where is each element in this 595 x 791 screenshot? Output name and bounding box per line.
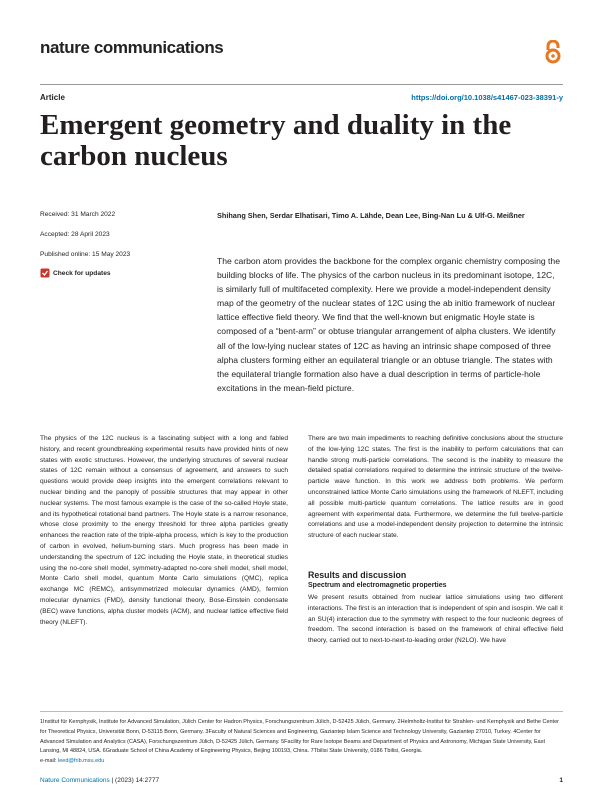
doi-link[interactable]: https://doi.org/10.1038/s41467-023-38391-y <box>411 93 563 102</box>
email-label: e-mail: <box>40 758 59 765</box>
check-updates-label: Check for updates <box>53 269 111 277</box>
open-access-icon <box>542 40 564 64</box>
check-updates-icon <box>40 268 50 278</box>
header-rule <box>40 84 563 85</box>
page-number: 1 <box>559 777 563 784</box>
email-link[interactable]: leed@frib.msu.edu <box>58 758 105 765</box>
received-date: Received: 31 March 2022 <box>40 211 116 218</box>
subsection-heading: Spectrum and electromagnetic properties <box>308 582 447 589</box>
affiliations: 1Institut für Kernphysik, Institute for Advanced Simulation, Jülich Center for Hadron Physics, Forschungszentrum Jülich, D-52425 Jülich, Germany. 2Helmholtz-Institut für Strahlen- und Kernphysik and Bethe Center for Theoretical Physics, Universität Bonn, D-53115 Bonn, Germany. 3Faculty of Natural Sciences and Engineering, Gaziantep Islam Science and Technology University, Gaziantep 27010, Turkey. 4Center for Advanced Simulation and Analytics (CASA), Forschungszentrum Jülich, D-52425 Jülich, Germany. 5Facility for Rare Isotope Beams and Department of Physics and Astronomy, Michigan State University, East Lansing, MI 48824, USA. 6Graduate School of China Academy of Engineering Physics, Beijing 100193, China. 7Tbilisi State University, 0186 Tbilisi, Georgia. e-mail: leed@frib.msu.edu <box>40 718 563 767</box>
article-title: Emergent geometry and duality in the carbon nucleus <box>40 109 512 172</box>
body-text-left: The physics of the 12C nucleus is a fascinating subject with a long and fabled history, and recent groundbreaking experimental results have provided hints of new states with exotic structures. However, the underlying structures of several nuclear states of 12C remain without a consensus of agreement, and answers to such questions would provide deep insights into the emergent correlations relevant to nuclear binding and the panoply of possible structures that may appear in other nuclear systems. The most famous example is the case of the so-called Hoyle state, and its hypothetical rotational band partners. The Hoyle state is a narrow resonance, whose close proximity to the energy threshold for three alpha particles greatly enhances the reaction rate of the triple-alpha process, which is key to the production of carbon in evolved, helium-burning stars. Much progress has been made in understanding the spectrum of 12C including the Hoyle state, in theoretical studies using the no-core shell model, symmetry-adapted no-core shell model, shell model, Monte Carlo shell model, quantum Monte Carlo simulations (QMC), replica exchange MC (REMC), antisymmetrized molecular dynamics (AMD), fermion molecular dynamics (FMD), density functional theory, Bose-Einstein condensate (BEC) wave functions, alpha cluster models (ACM), and nuclear lattice effective field theory (NLEFT). <box>40 435 288 626</box>
email-line <box>40 757 563 767</box>
footer-citation <box>40 777 159 784</box>
body-text-right: There are two main impediments to reaching definitive conclusions about the structure of the low-lying 12C states. The first is the inability to perform calculations that can handle strong multi-particle correlations. The second is the inability to measure the detailed spatial correlations required to determine the intrinsic structure of the twelve-particle wave function. In this work we address both problems. We perform unconstrained lattice Monte Carlo simulations using the framework of NLEFT, including all possible multi-particle quantum correlations. The lattice results are in good agreement with experimental data. Furthermore, we determine the full twelve-particle correlations and use a model-independent density projection to determine the intrinsic structure of each nuclear state. <box>308 435 563 540</box>
article-type: Article <box>40 93 65 102</box>
check-for-updates-button[interactable] <box>40 268 111 278</box>
section-heading: Results and discussion <box>308 570 407 580</box>
body-text-right-continued: We present results obtained from nuclear lattice simulations using two different interactions. The first is an interaction that is independent of spin and isospin. We call it an SU(4) interaction due to the symmetry with respect to the four nucleonic degrees of freedom. The second interaction is based on the framework of chiral effective field theory, carried out to next-to-next-to-leading order (N2LO). We have <box>308 594 563 645</box>
footer-volume: | (2023) 14:2777 <box>111 777 160 784</box>
accepted-date: Accepted: 28 April 2023 <box>40 231 110 238</box>
footer-journal[interactable]: Nature Communications <box>40 777 110 784</box>
abstract: The carbon atom provides the backbone for the complex organic chemistry composing the building blocks of life. The physics of the carbon nucleus in its predominant isotope, 12C, is similarly full of multifaceted complexity. Here we provide a model-independent density map of the geometry of the nuclear states of 12C using the ab initio framework of nuclear lattice effective field theory. We find that the well-known but enigmatic Hoyle state is composed of a “bent-arm” or obtuse triangular arrangement of alpha clusters. We identify all of the low-lying nuclear states of 12C as having an intrinsic shape composed of three alpha clusters forming either an equilateral triangle or an obtuse triangle. The states with the equilateral triangle formation also have a dual description in terms of particle-hole excitations in the mean-field picture. <box>217 256 560 393</box>
journal-name[interactable]: nature communications <box>40 38 224 57</box>
author-list[interactable]: Shihang Shen, Serdar Elhatisari, Timo A. Lähde, Dean Lee, Bing-Nan Lu & Ulf-G. Meißner <box>217 211 525 220</box>
published-date: Published online: 15 May 2023 <box>40 251 131 258</box>
affiliation-rule <box>40 711 563 712</box>
